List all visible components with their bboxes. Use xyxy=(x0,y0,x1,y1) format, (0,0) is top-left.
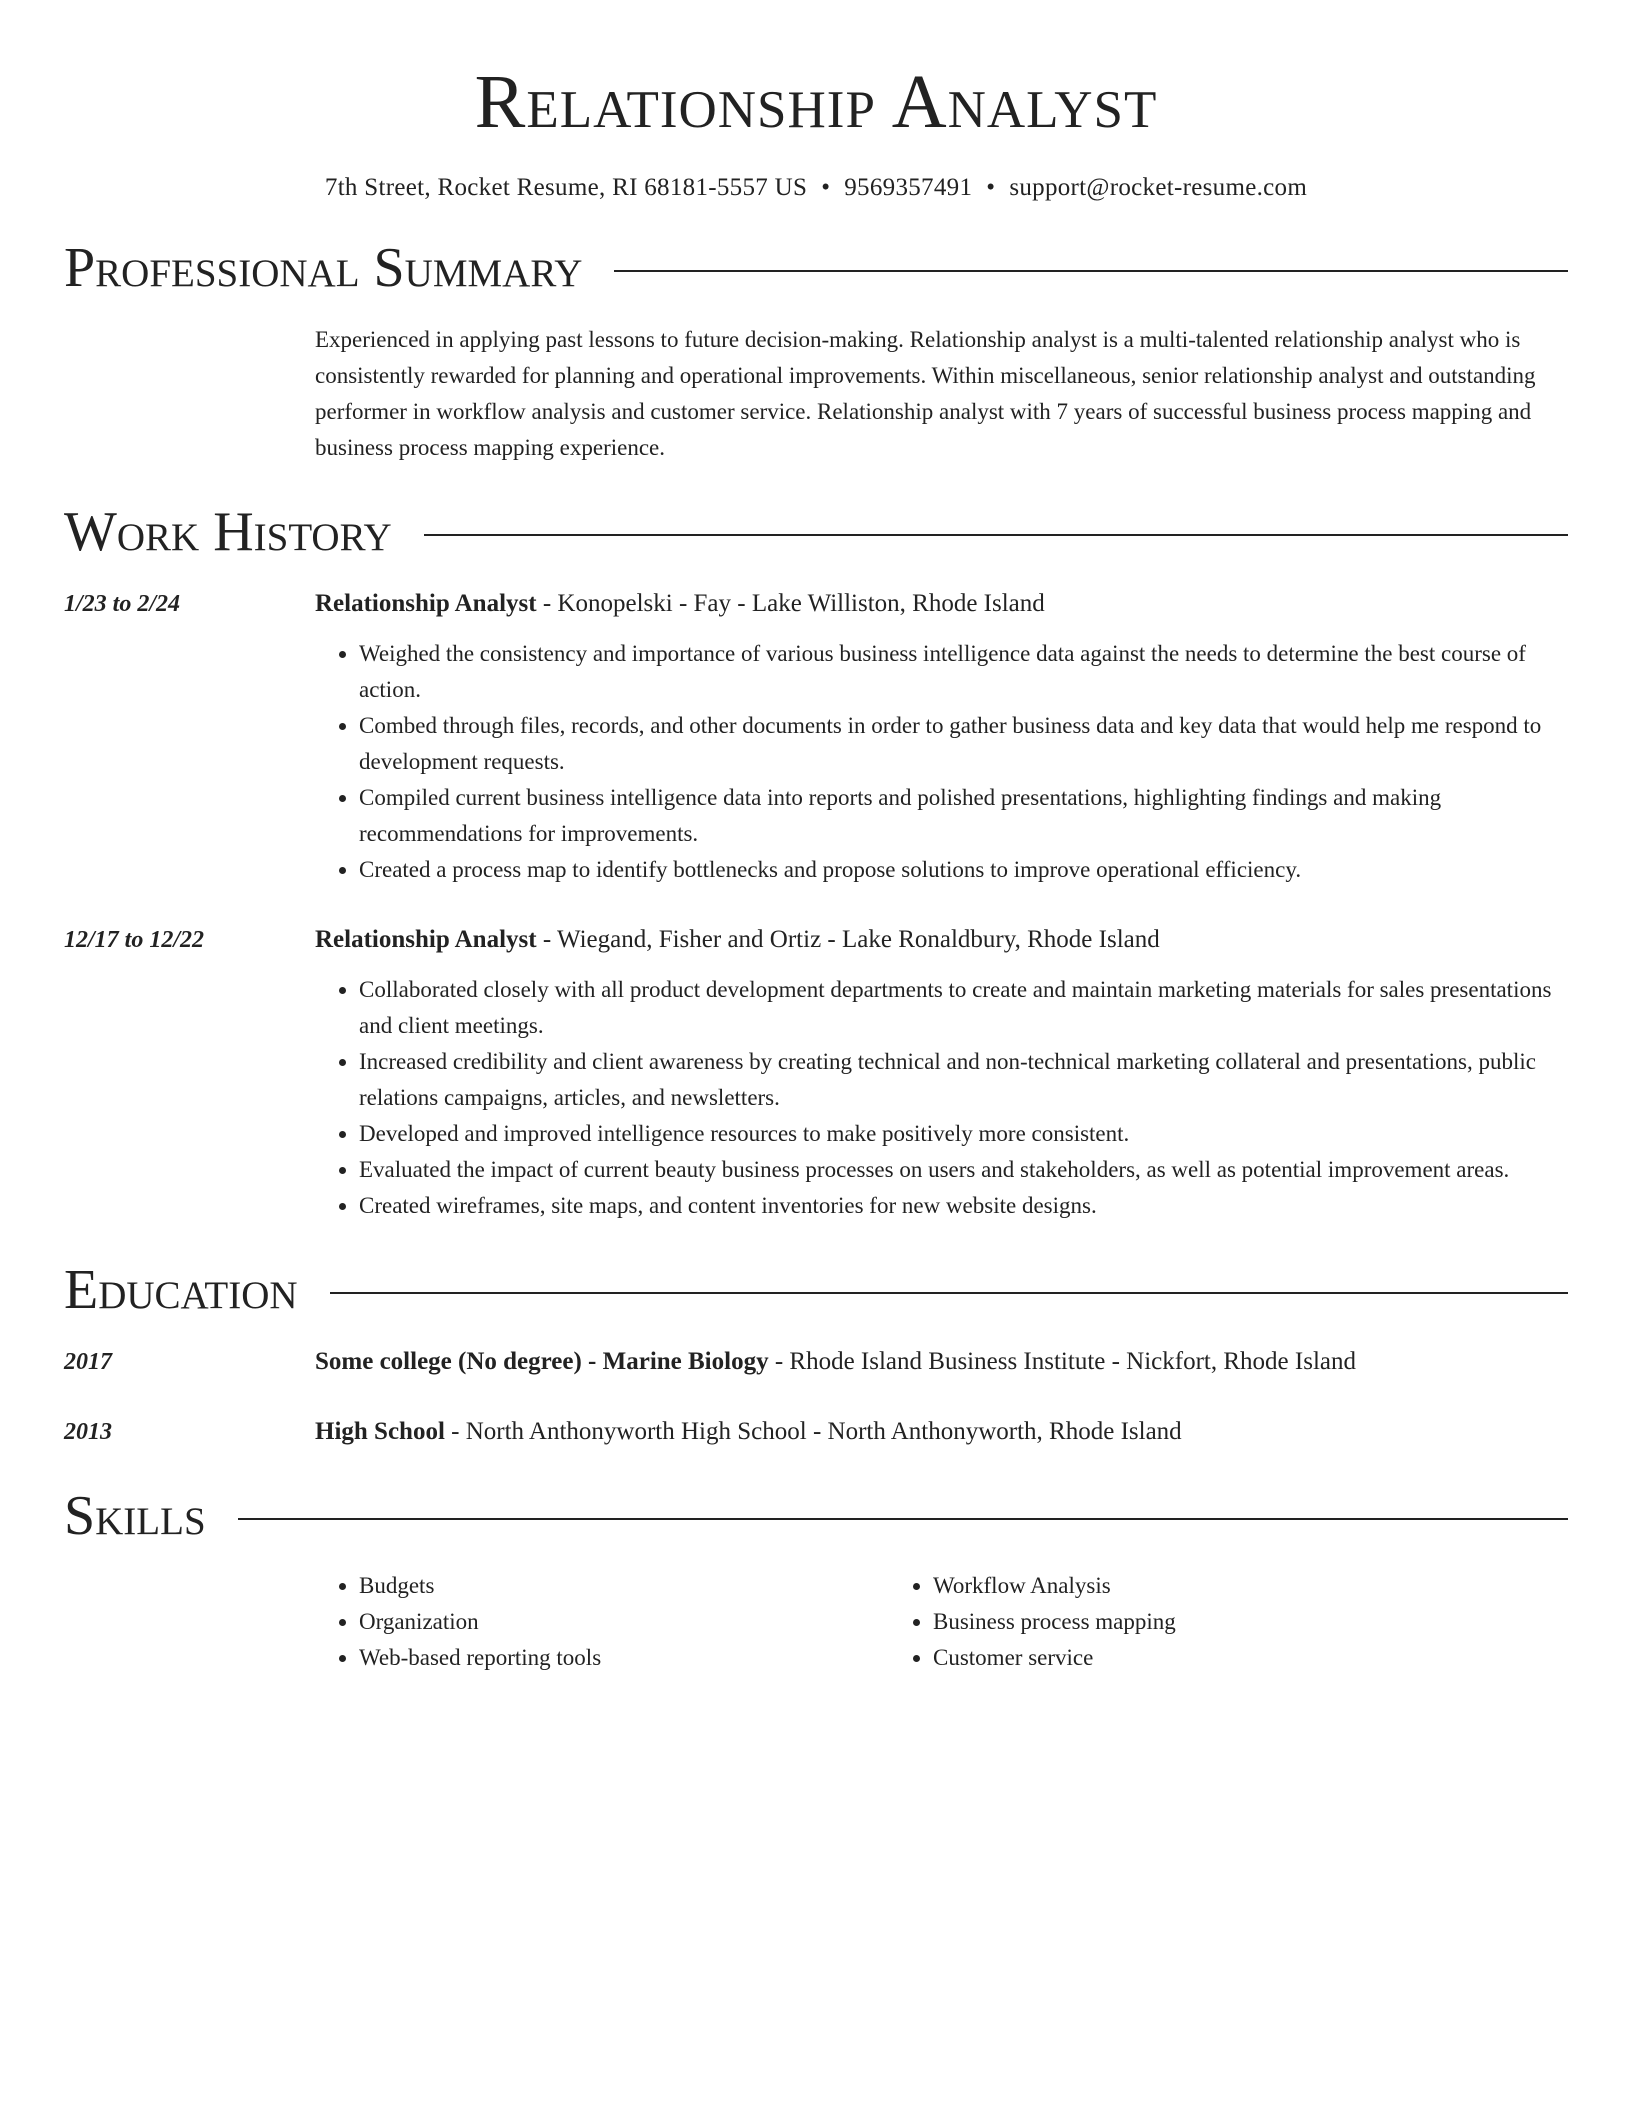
work-bullet: • Weighed the consistency and importance of various business intelligence data against the needs to determine the best course of action. xyxy=(359,636,1568,708)
contact-email: support@rocket-resume.com xyxy=(1009,174,1308,201)
work-title-line xyxy=(315,922,1568,958)
skill-item: • Budgets xyxy=(359,1568,889,1604)
section-divider xyxy=(330,1292,1568,1294)
work-bullet: • Increased credibility and client awareness by creating technical and non-technical marketing collateral and presentations, public relations campaigns, articles, and newsletters. xyxy=(359,1044,1568,1116)
work-employer: - Konopelski - Fay - Lake Williston, Rhode Island xyxy=(536,590,1045,617)
education-school: - Rhode Island Business Institute - Nickfort, Rhode Island xyxy=(768,1348,1356,1375)
work-dates: 12/17 to 12/22 xyxy=(64,927,205,953)
education-entry-body xyxy=(315,1414,1568,1450)
skill-item: • Web-based reporting tools xyxy=(359,1640,889,1676)
work-bullets xyxy=(315,972,1568,1224)
skill-item: • Customer service xyxy=(933,1640,1463,1676)
education-entry-body xyxy=(315,1344,1568,1380)
summary-text: Experienced in applying past lessons to future decision-making. Relationship analyst is a multi-talented relationship analyst who is consistently rewarded for planning and operational improvements. Within miscellaneous, senior relationship analyst and outstanding performer in workflow analysis and customer service. Relationship analyst with 7 years of successful business process mapping and business process mapping experience. xyxy=(315,327,1536,460)
work-dates: 1/23 to 2/24 xyxy=(64,591,181,617)
section-divider xyxy=(238,1518,1568,1520)
education-school: - North Anthonyworth High School - North Anthonyworth, Rhode Island xyxy=(444,1418,1182,1445)
education-degree: Some college (No degree) - Marine Biology xyxy=(315,1348,769,1375)
work-employer: - Wiegand, Fisher and Ortiz - Lake Ronaldbury, Rhode Island xyxy=(536,926,1160,953)
work-entry xyxy=(64,586,1568,888)
work-entry-body xyxy=(315,586,1568,888)
work-section-title: Work History xyxy=(64,501,392,563)
section-divider xyxy=(614,270,1568,272)
contact-address: 7th Street, Rocket Resume, RI 68181-5557 US xyxy=(324,174,808,201)
work-bullet: • Evaluated the impact of current beauty business processes on users and stakeholders, as well as potential improvement areas. xyxy=(359,1152,1568,1188)
resume-name: Relationship Analyst xyxy=(474,60,1158,144)
education-degree: High School xyxy=(315,1418,445,1445)
contact-line xyxy=(64,174,1568,202)
section-divider xyxy=(424,534,1568,536)
skills-column-left xyxy=(315,1568,889,1676)
work-role: Relationship Analyst xyxy=(315,926,537,953)
skills-section-title: Skills xyxy=(64,1485,206,1547)
skills-section-header xyxy=(64,1485,1568,1547)
education-section-title: Education xyxy=(64,1259,298,1321)
contact-separator: • xyxy=(986,174,996,201)
education-entry xyxy=(64,1344,1568,1380)
work-role: Relationship Analyst xyxy=(315,590,537,617)
skills-list xyxy=(315,1568,1568,1676)
summary-section-title: Professional Summary xyxy=(64,237,583,299)
work-section-header xyxy=(64,501,1568,563)
skills-column-right xyxy=(889,1568,1463,1676)
skill-item: • Organization xyxy=(359,1604,889,1640)
education-year: 2017 xyxy=(64,1349,112,1375)
summary-section-header xyxy=(64,237,1568,299)
education-year: 2013 xyxy=(64,1419,112,1445)
education-entry xyxy=(64,1414,1568,1450)
skill-item: • Workflow Analysis xyxy=(933,1568,1463,1604)
education-line xyxy=(315,1414,1568,1450)
work-bullet: • Created a process map to identify bottlenecks and propose solutions to improve operational efficiency. xyxy=(359,852,1568,888)
education-line xyxy=(315,1344,1568,1380)
work-entry-body xyxy=(315,922,1568,1224)
contact-phone: 9569357491 xyxy=(844,174,973,201)
work-bullet: • Combed through files, records, and other documents in order to gather business data and key data that would help me respond to development requests. xyxy=(359,708,1568,780)
work-bullets xyxy=(315,636,1568,888)
skill-item: • Business process mapping xyxy=(933,1604,1463,1640)
work-bullet: • Created wireframes, site maps, and content inventories for new website designs. xyxy=(359,1188,1568,1224)
resume-page xyxy=(64,0,1568,1676)
work-title-line xyxy=(315,586,1568,622)
work-bullet: • Developed and improved intelligence resources to make positively more consistent. xyxy=(359,1116,1568,1152)
contact-separator: • xyxy=(821,174,831,201)
work-bullet: • Compiled current business intelligence data into reports and polished presentations, highlighting findings and making recommendations for improvements. xyxy=(359,780,1568,852)
education-section-header xyxy=(64,1259,1568,1321)
work-bullet: • Collaborated closely with all product development departments to create and maintain marketing materials for sales presentations and client meetings. xyxy=(359,972,1568,1044)
work-entry xyxy=(64,922,1568,1224)
